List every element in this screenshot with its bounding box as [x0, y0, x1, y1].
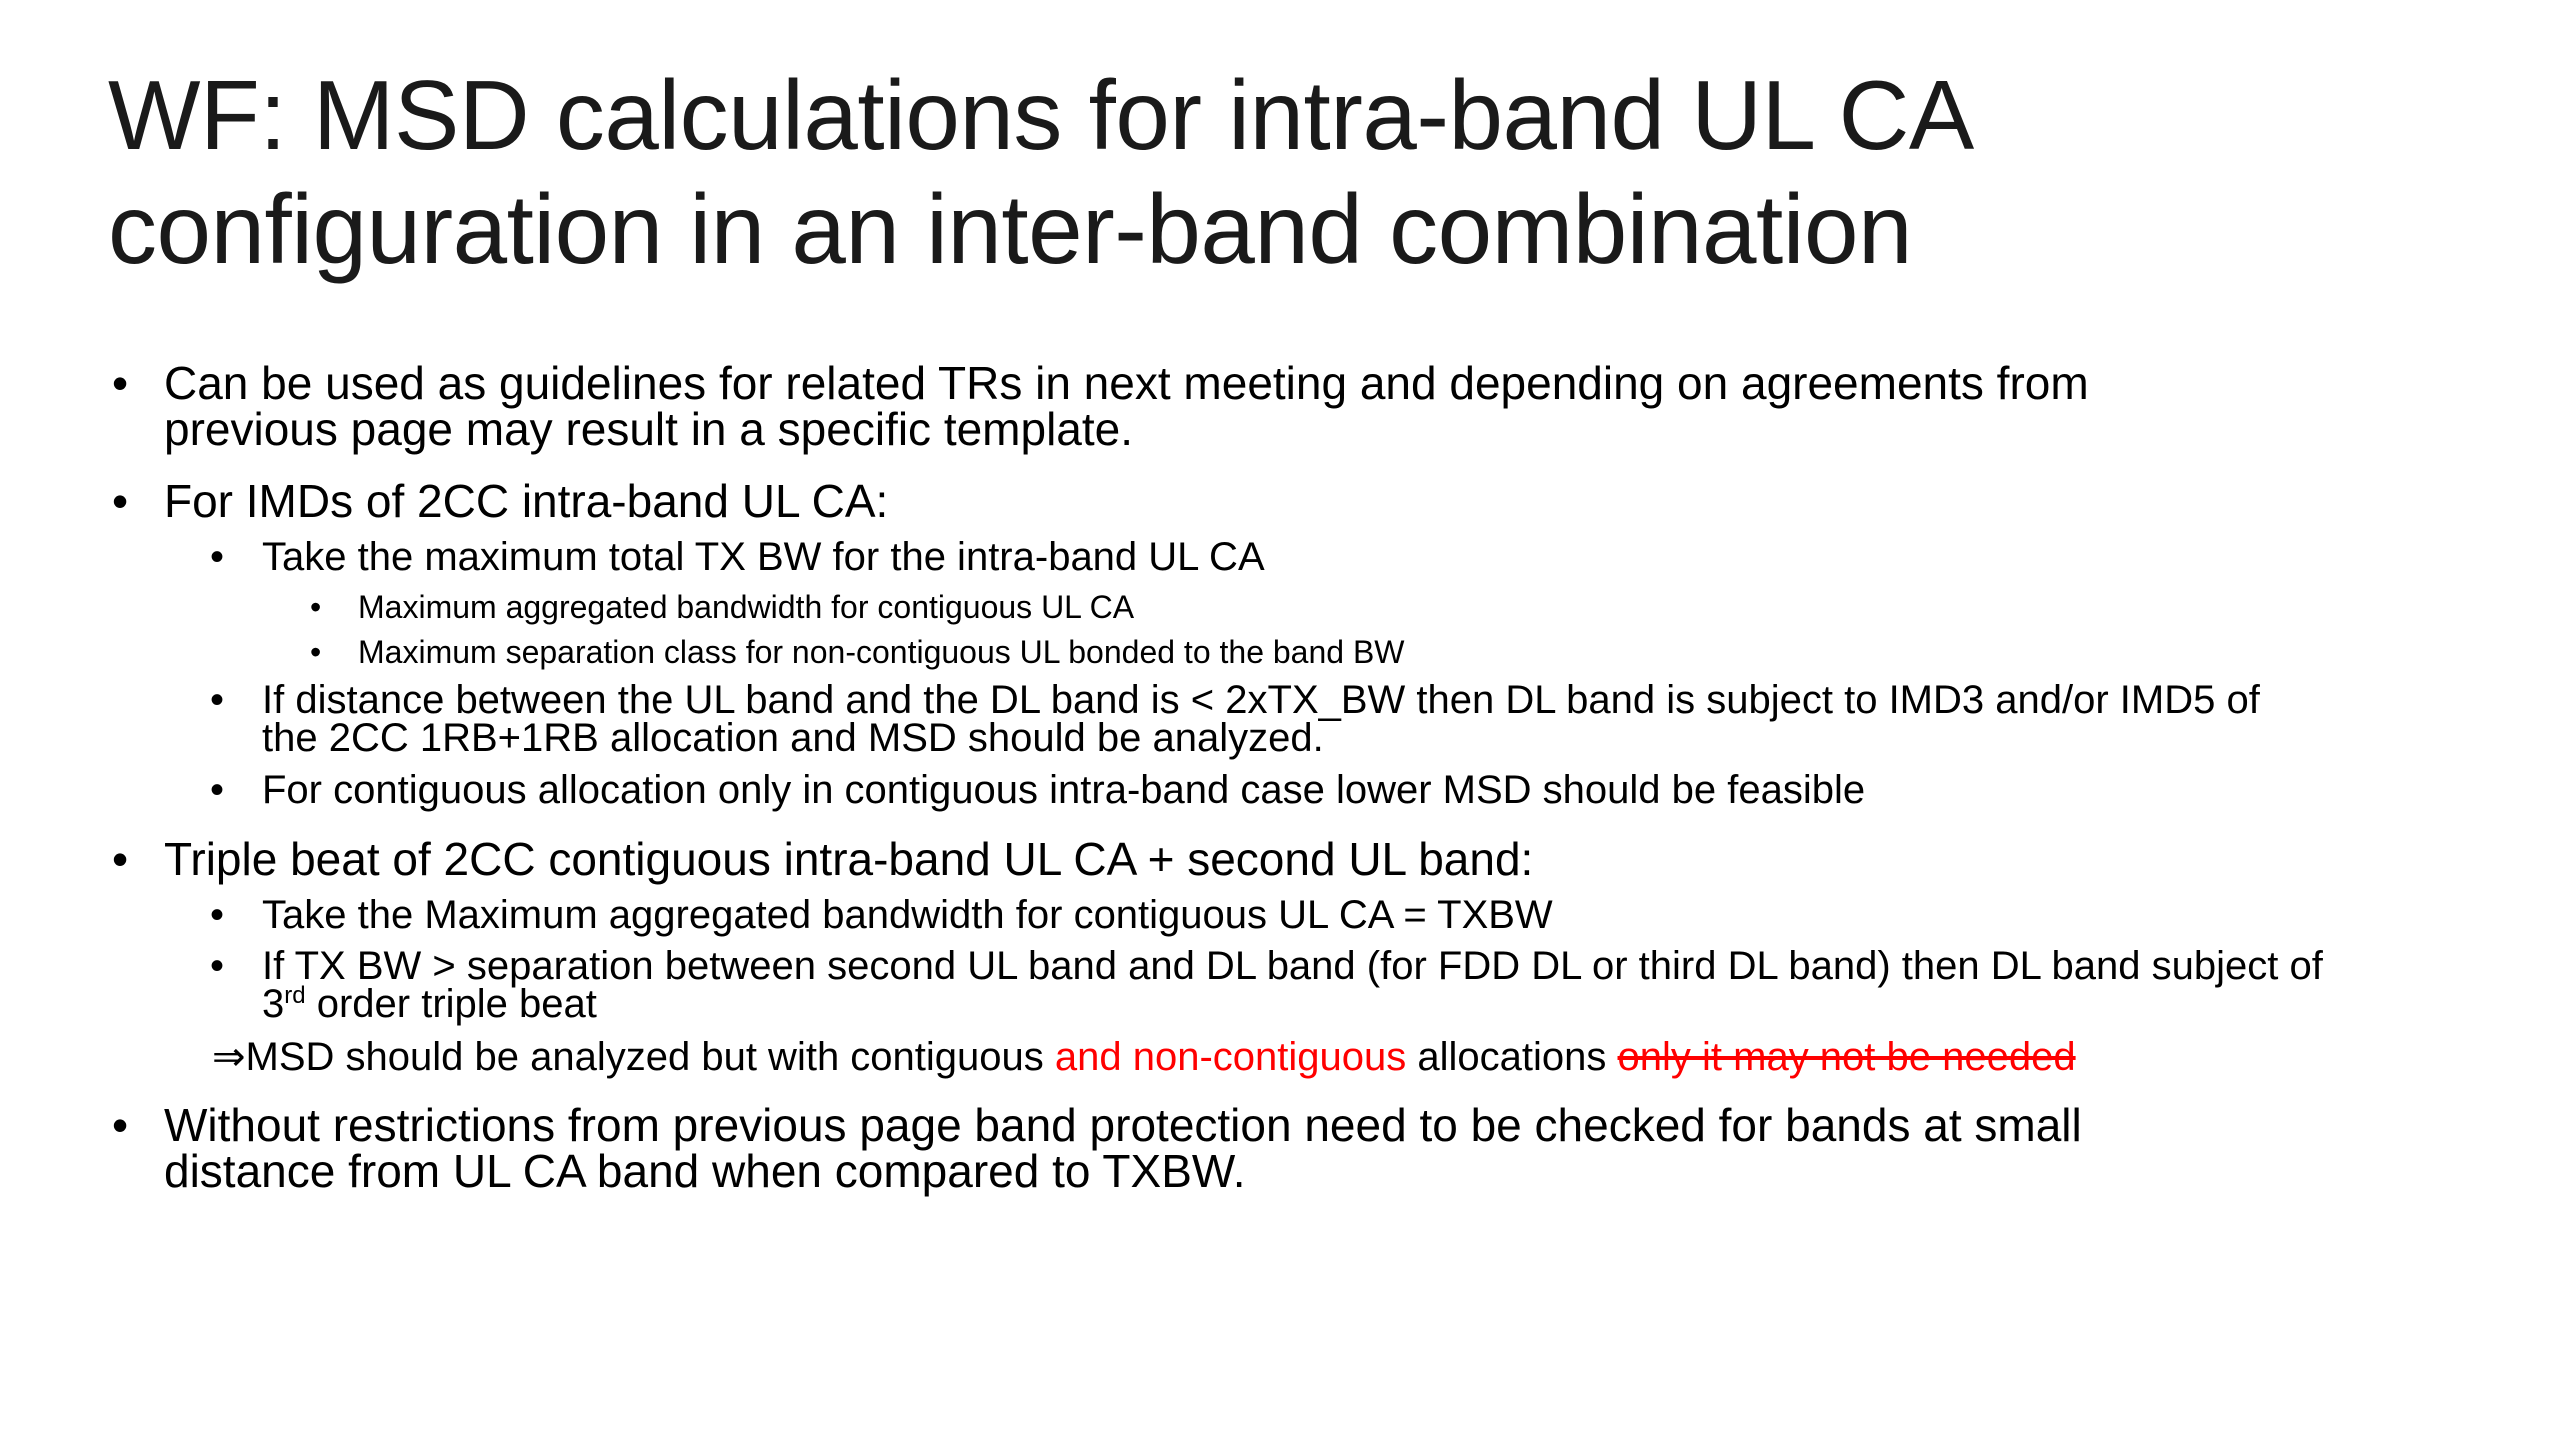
- bullet-2-sub-2-line-1: If distance between the UL band and the DL band is < 2xTX_BW then DL band is subject to IMD3 and/or IMD5 of: [262, 678, 2260, 722]
- bullet-3-text: Triple beat of 2CC contiguous intra-band UL CA + second UL band:: [164, 833, 1534, 885]
- sub-bullet-marker: •: [210, 893, 225, 937]
- bullet-2-sub-1-text: Take the maximum total TX BW for the intra-band UL CA: [262, 535, 1265, 579]
- sub-bullet-marker: •: [210, 678, 225, 722]
- bullet-4-line-1: Without restrictions from previous page band protection need to be checked for bands at small: [164, 1099, 2082, 1151]
- conclusion-added-text: and non-contiguous: [1054, 1035, 1407, 1079]
- conclusion-part-3: allocations: [1406, 1035, 1618, 1079]
- bullet-3-sub-2-line-1: If TX BW > separation between second UL band and DL band (for FDD DL or third DL band) then DL band subject of: [262, 944, 2323, 988]
- slide-title-line-1: WF: MSD calculations for intra-band UL CA: [108, 60, 1974, 170]
- conclusion-part-1: MSD should be analyzed but with contiguous: [245, 1035, 1055, 1079]
- bullet-2-text: For IMDs of 2CC intra-band UL CA:: [164, 475, 889, 527]
- conclusion-deleted-text: only it may not be needed: [1617, 1035, 2076, 1079]
- bullet-2-sub-1-sub-1: Maximum aggregated bandwidth for contiguous UL CA: [358, 589, 1135, 625]
- implies-arrow-icon: ⇒: [212, 1035, 246, 1079]
- ordinal-suffix: rd: [284, 982, 306, 1009]
- ordinal-number: 3: [262, 982, 285, 1026]
- ordinal-rest: order triple beat: [305, 982, 597, 1026]
- bullet-marker: •: [112, 833, 129, 885]
- bullet-2-sub-3: For contiguous allocation only in contiguous intra-band case lower MSD should be feasible: [262, 768, 1866, 812]
- bullet-2-sub-2-line-2: the 2CC 1RB+1RB allocation and MSD should be analyzed.: [262, 716, 1324, 760]
- bullet-3-sub-1: Take the Maximum aggregated bandwidth for contiguous UL CA = TXBW: [262, 893, 1553, 937]
- bullet-2-sub-1-sub-2: Maximum separation class for non-contiguous UL bonded to the band BW: [358, 634, 1405, 670]
- bullet-marker: •: [112, 357, 129, 409]
- bullet-3-sub-2-line-2: [262, 984, 597, 1024]
- sub-bullet-marker: •: [210, 535, 225, 579]
- bullet-marker: •: [112, 475, 129, 527]
- bullet-4-line-2: distance from UL CA band when compared to TXBW.: [164, 1145, 1246, 1197]
- sub-sub-bullet-marker: •: [310, 634, 322, 670]
- slide-title-line-2: configuration in an inter-band combination: [108, 174, 1913, 284]
- bullet-1-line-1: Can be used as guidelines for related TRs in next meeting and depending on agreements from: [164, 357, 2089, 409]
- sub-sub-bullet-marker: •: [310, 589, 322, 625]
- sub-bullet-marker: •: [210, 768, 225, 812]
- conclusion-line: [212, 1037, 2076, 1077]
- bullet-marker: •: [112, 1099, 129, 1151]
- bullet-1-line-2: previous page may result in a specific template.: [164, 403, 1134, 455]
- sub-bullet-marker: •: [210, 944, 225, 988]
